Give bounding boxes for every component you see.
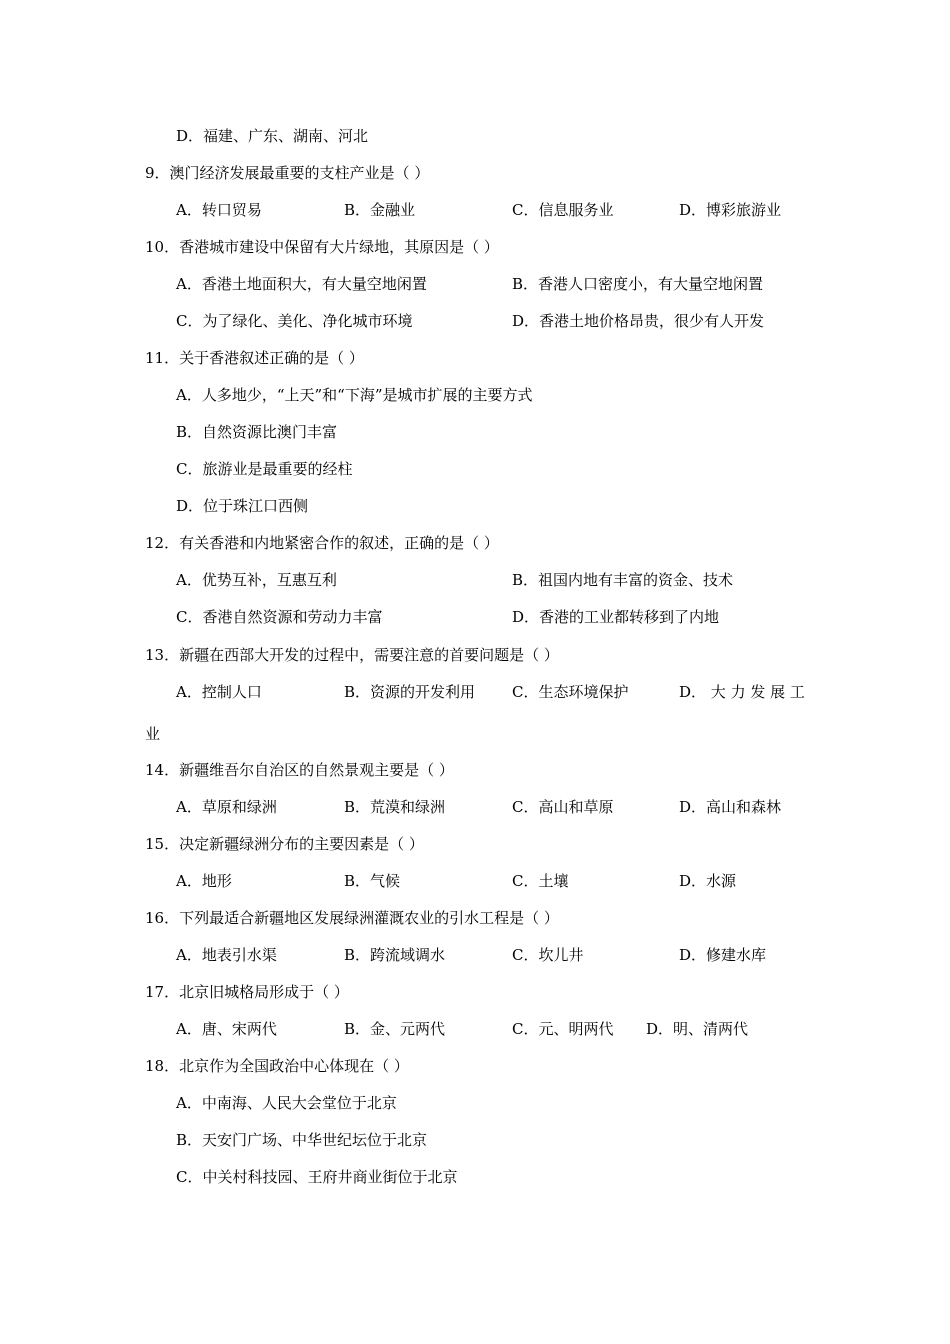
q9-option-a: A．转口贸易 (176, 201, 262, 219)
q15-stem: 15．决定新疆绿洲分布的主要因素是（ ） (145, 835, 424, 853)
q11-option-a: A．人多地少，“上天”和“下海”是城市扩展的主要方式 (176, 386, 533, 404)
q17-option-b: B．金、元两代 (344, 1020, 446, 1038)
q14-option-a: A．草原和绿洲 (176, 798, 277, 816)
q10-option-d: D．香港土地价格昂贵，很少有人开发 (512, 312, 765, 330)
q9-option-c: C．信息服务业 (512, 201, 614, 219)
q16-option-c: C．坎儿井 (512, 946, 584, 964)
q10-option-c: C．为了绿化、美化、净化城市环境 (176, 312, 413, 330)
q16-option-a: A．地表引水渠 (176, 946, 277, 964)
q13-option-d-continued: 业 (145, 725, 161, 743)
q16-option-b: B．跨流域调水 (344, 946, 446, 964)
q16-option-d: D．修建水库 (679, 946, 767, 964)
q17-stem: 17．北京旧城格局形成于（ ） (145, 983, 349, 1001)
q18-option-b: B．天安门广场、中华世纪坛位于北京 (176, 1131, 428, 1149)
q16-stem: 16．下列最适合新疆地区发展绿洲灌溉农业的引水工程是（ ） (145, 909, 559, 927)
q12-option-a: A．优势互补，互惠互利 (176, 571, 337, 589)
q13-stem: 13．新疆在西部大开发的过程中，需要注意的首要问题是（ ） (145, 646, 559, 664)
q13-option-b: B．资源的开发利用 (344, 683, 476, 701)
q14-option-d: D．高山和森林 (679, 798, 782, 816)
q12-stem: 12．有关香港和内地紧密合作的叙述，正确的是（ ） (145, 534, 499, 552)
q13-option-d: D． 大 力 发 展 工 (679, 683, 805, 701)
q14-stem: 14．新疆维吾尔自治区的自然景观主要是（ ） (145, 761, 454, 779)
q14-option-b: B．荒漠和绿洲 (344, 798, 446, 816)
q13-option-a: A．控制人口 (176, 683, 262, 701)
q12-option-c: C．香港自然资源和劳动力丰富 (176, 608, 383, 626)
q15-option-b: B．气候 (344, 872, 401, 890)
q18-stem: 18．北京作为全国政治中心体现在（ ） (145, 1057, 409, 1075)
q9-option-d: D．博彩旅游业 (679, 201, 782, 219)
q14-option-c: C．高山和草原 (512, 798, 614, 816)
q17-option-a: A．唐、宋两代 (176, 1020, 277, 1038)
q11-option-b: B．自然资源比澳门丰富 (176, 423, 338, 441)
q12-option-b: B．祖国内地有丰富的资金、技术 (512, 571, 734, 589)
q17-option-d: D．明、清两代 (646, 1020, 749, 1038)
q12-option-d: D．香港的工业都转移到了内地 (512, 608, 720, 626)
q11-option-c: C．旅游业是最重要的经柱 (176, 460, 353, 478)
q17-option-c: C．元、明两代 (512, 1020, 614, 1038)
q18-option-c: C．中关村科技园、王府井商业街位于北京 (176, 1168, 458, 1186)
q10-stem: 10．香港城市建设中保留有大片绿地，其原因是（ ） (145, 238, 499, 256)
q18-option-a: A．中南海、人民大会堂位于北京 (176, 1094, 397, 1112)
q11-option-d: D．位于珠江口西侧 (176, 497, 309, 515)
q15-option-a: A．地形 (176, 872, 232, 890)
q13-option-c: C．生态环境保护 (512, 683, 629, 701)
q9-option-b: B．金融业 (344, 201, 416, 219)
q8-option-d: D．福建、广东、湖南、河北 (176, 127, 369, 145)
q9-stem: 9．澳门经济发展最重要的支柱产业是（ ） (145, 164, 430, 182)
q10-option-a: A．香港土地面积大，有大量空地闲置 (176, 275, 427, 293)
q11-stem: 11．关于香港叙述正确的是（ ） (145, 349, 364, 367)
q15-option-d: D．水源 (679, 872, 737, 890)
q10-option-b: B．香港人口密度小，有大量空地闲置 (512, 275, 764, 293)
q15-option-c: C．土壤 (512, 872, 569, 890)
